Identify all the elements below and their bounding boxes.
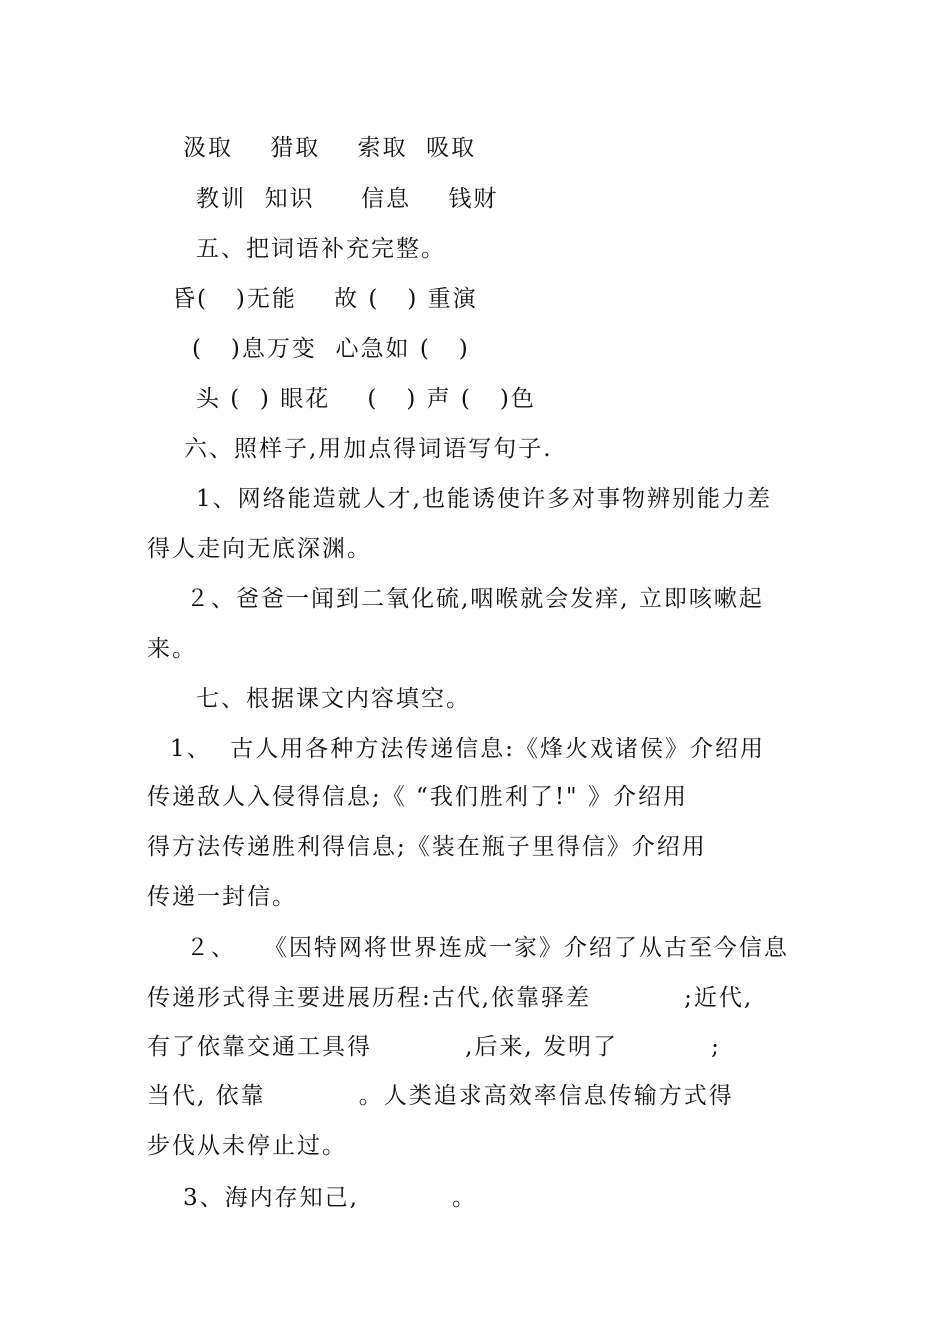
- fill-2-line-2: 传递形式得主要进展历程:古代,依靠驿差 ;近代,: [147, 985, 754, 1011]
- fill-1-line-1: 1、 古人用各种方法传递信息:《烽火戏诸侯》介绍用: [170, 736, 766, 762]
- fill-2-line-1: ２、 《因特网将世界连成一家》介绍了从古至今信息: [186, 935, 789, 961]
- sentence-1-line-1: 1、网络能造就人才,也能诱使许多对事物辨别能力差: [196, 486, 772, 512]
- sentence-2-line-1: ２、爸爸一闻到二氧化硫,咽喉就会发痒, 立即咳嗽起: [186, 586, 764, 612]
- word-list-verbs: 汲取 猎取 索取 吸取: [183, 135, 477, 161]
- fill-2-line-3: 有了依靠交通工具得 ,后来, 发明了 ;: [147, 1034, 721, 1060]
- idiom-row-1: 昏( )无能 故 ( ) 重演: [172, 286, 478, 312]
- sentence-1-line-2: 得人走向无底深渊。: [147, 536, 372, 562]
- fill-1-line-3: 得方法传递胜利得信息;《装在瓶子里得信》介绍用: [147, 834, 707, 860]
- fill-2-line-5: 步伐从未停止过。: [147, 1133, 347, 1159]
- word-list-nouns: 教训 知识 信息 钱财: [196, 186, 499, 212]
- fill-3-line-1: 3、海内存知己, 。: [183, 1185, 478, 1211]
- fill-1-line-2: 传递敌人入侵得信息;《 “我们胜利了!" 》介绍用: [147, 784, 688, 810]
- fill-2-line-4: 当代, 依靠 。人类追求高效率信息传输方式得: [147, 1083, 734, 1109]
- section-five-heading: 五、把词语补充完整。: [196, 236, 446, 262]
- fill-1-line-4: 传递一封信。: [147, 884, 297, 910]
- section-six-heading: 六、照样子,用加点得词语写句子.: [184, 436, 553, 462]
- idiom-row-2: ( )息万变 心急如 ( ): [192, 336, 470, 362]
- idiom-row-3: 头 ( ) 眼花 ( ) 声 ( )色: [196, 386, 536, 412]
- sentence-2-line-2: 来。: [147, 636, 197, 662]
- section-seven-heading: 七、根据课文内容填空。: [196, 686, 471, 712]
